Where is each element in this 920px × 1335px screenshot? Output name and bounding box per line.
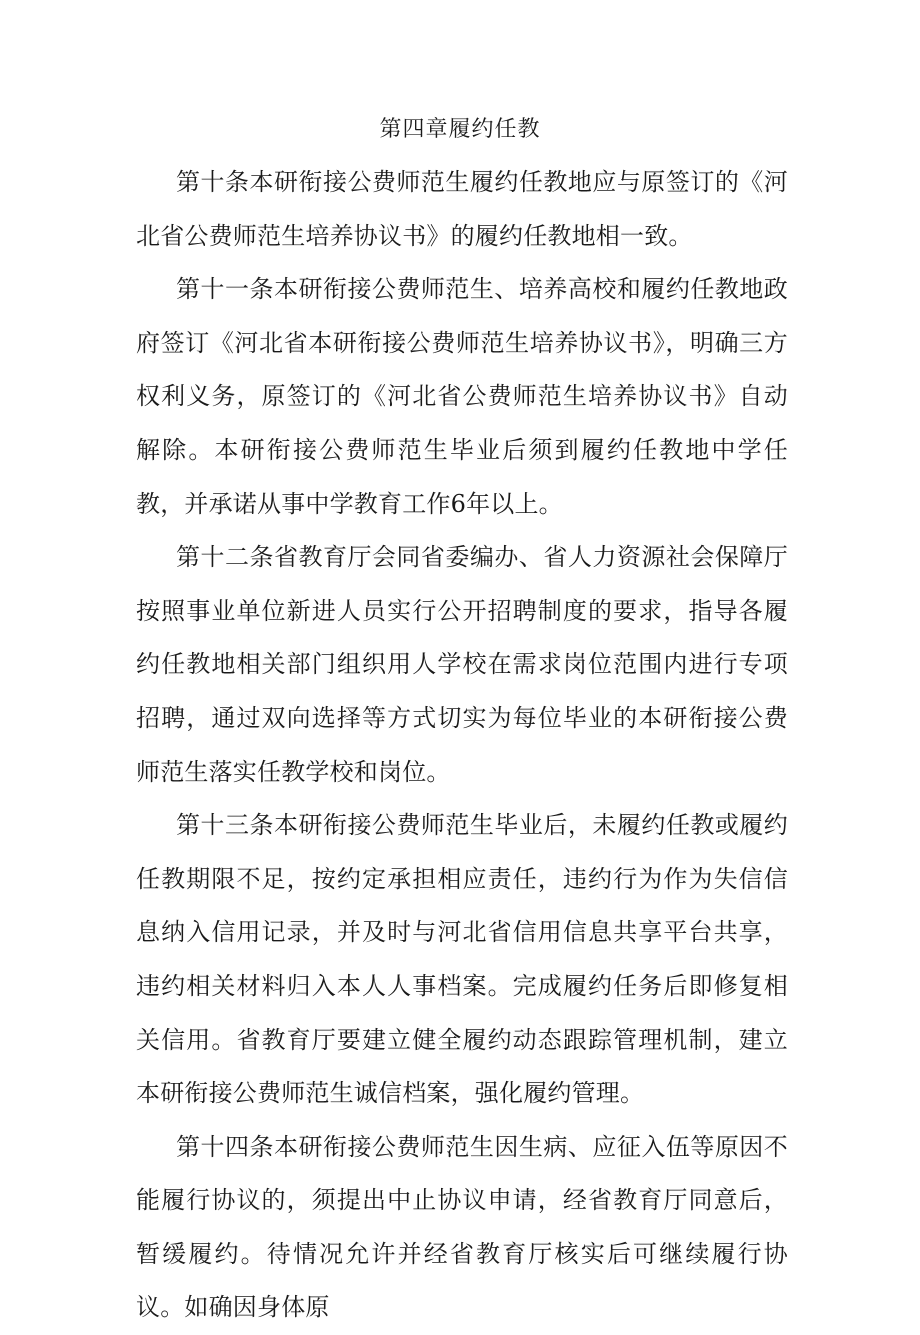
article-11-paragraph: 第十一条本研衔接公费师范生、培养高校和履约任教地政府签订《河北省本研衔接公费师范生培养协议书》，明确三方权利义务，原签订的《河北省公费师范生培养协议书》自动解除。本研衔接公费师范生毕业后须到履约任教地中学任教，并承诺从事中学教育工作6年以上。 bbox=[136, 275, 788, 518]
article-12-paragraph: 第十二条省教育厅会同省委编办、省人力资源社会保障厅按照事业单位新进人员实行公开招聘制度的要求，指导各履约任教地相关部门组织用人学校在需求岗位范围内进行专项招聘，通过双向选择等方式切实为每位毕业的本研衔接公费师范生落实任教学校和岗位。 bbox=[136, 543, 788, 786]
article-10-paragraph: 第十条本研衔接公费师范生履约任教地应与原签订的《河北省公费师范生培养协议书》的履约任教地相一致。 bbox=[136, 168, 788, 250]
document-body bbox=[136, 156, 788, 1335]
chapter-title: 第四章履约任教 bbox=[379, 117, 541, 142]
article-14-paragraph: 第十四条本研衔接公费师范生因生病、应征入伍等原因不能履行协议的，须提出中止协议申请，经省教育厅同意后，暂缓履约。待情况允许并经省教育厅核实后可继续履行协议。如确因身体原 bbox=[136, 1132, 788, 1322]
article-13-paragraph: 第十三条本研衔接公费师范生毕业后，未履约任教或履约任教期限不足，按约定承担相应责任，违约行为作为失信信息纳入信用记录，并及时与河北省信用信息共享平台共享，违约相关材料归入本人人事档案。完成履约任务后即修复相关信用。省教育厅要建立健全履约动态跟踪管理机制，建立本研衔接公费师范生诚信档案，强化履约管理。 bbox=[136, 811, 788, 1108]
